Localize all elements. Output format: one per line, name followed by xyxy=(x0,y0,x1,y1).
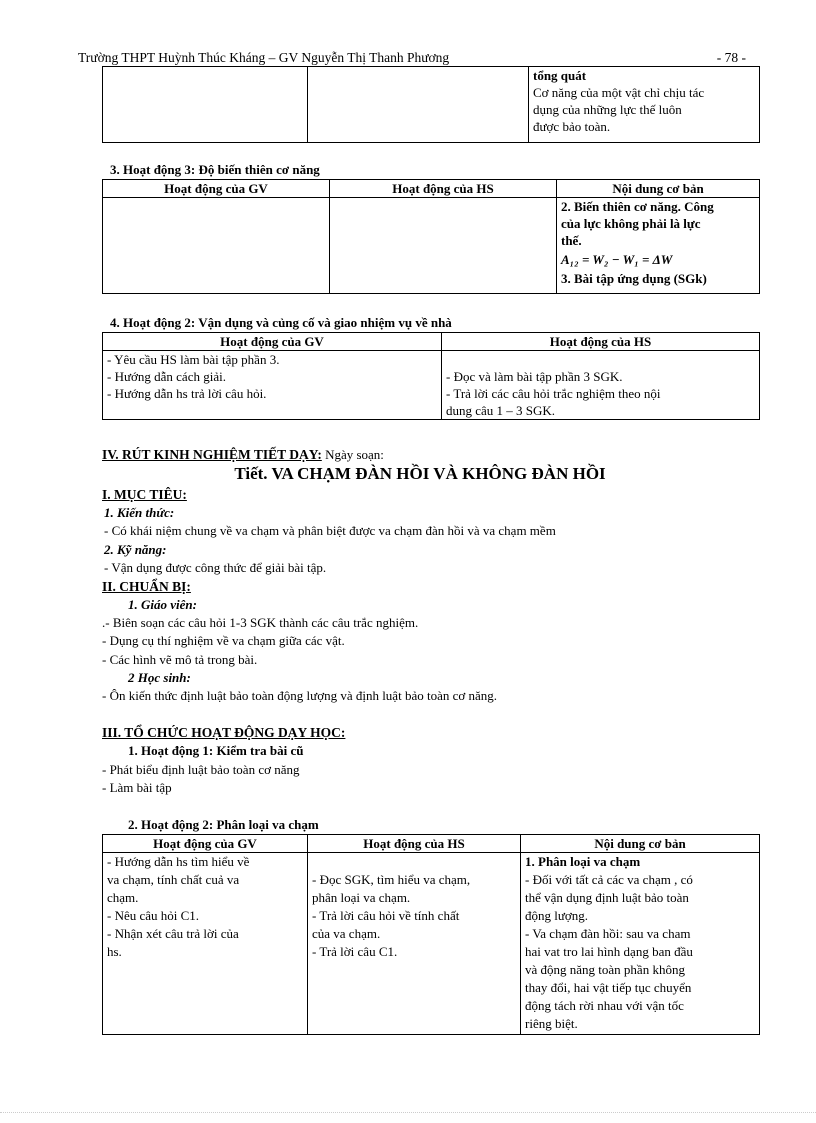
hd4-table xyxy=(102,332,760,420)
teacher-item: - Các hình vẽ mô tả trong bài. xyxy=(102,652,258,667)
knowledge-heading: 1. Kiến thức: xyxy=(104,505,175,520)
hd2-nd-line: và động năng toàn phần không xyxy=(525,962,685,977)
knowledge-item: - Có khái niệm chung về va chạm và phân biệt được va chạm đàn hồi và va chạm mềm xyxy=(104,523,556,538)
top-col3-line: dụng của những lực thế luôn xyxy=(533,102,682,117)
section3-label: III. TỔ CHỨC HOẠT ĐỘNG DẠY HỌC: xyxy=(102,725,346,740)
hd2-table xyxy=(102,834,760,1035)
hd2-nd-line: động lượng. xyxy=(525,908,589,923)
hd2-gv-line: hs. xyxy=(107,944,122,959)
hd2-header-gv: Hoạt động của GV xyxy=(103,835,308,853)
hd3-nd-line: của lực không phải là lực xyxy=(561,216,701,231)
hd2-nd-line: động tách rời nhau với vận tốc xyxy=(525,998,684,1013)
hd1-item: - Phát biểu định luật bảo toàn cơ năng xyxy=(102,762,300,777)
top-table-col1 xyxy=(103,67,308,143)
hd2-gv-line: va chạm, tính chất cuả va xyxy=(107,872,240,887)
page-bottom-divider xyxy=(0,1112,816,1113)
hd2-nd-line: thay đổi, hai vật tiếp tục chuyển xyxy=(525,980,692,995)
skills-heading: 2. Kỹ năng: xyxy=(104,542,167,557)
hd4-gv-line: - Hướng dẫn hs trả lời câu hỏi. xyxy=(107,386,267,401)
header-school: Trường THPT Huỳnh Thúc Kháng – GV Nguyễn Thị Thanh Phương xyxy=(78,50,450,65)
hd2-gv-cell xyxy=(103,853,308,1035)
lesson-title: Tiết. VA CHẠM ĐÀN HỒI VÀ KHÔNG ĐÀN HỒI xyxy=(234,464,606,483)
hd2-hs-line: - Trả lời câu C1. xyxy=(312,944,398,959)
hd4-hs-line: dung câu 1 – 3 SGK. xyxy=(446,403,556,418)
hd2-hs-cell xyxy=(308,853,521,1035)
hd4-header-hs: Hoạt động của HS xyxy=(442,333,760,351)
hd2-nd-line: riêng biệt. xyxy=(525,1016,578,1031)
hd3-heading: 3. Hoạt động 3: Độ biến thiên cơ năng xyxy=(110,162,320,177)
hd1-heading: 1. Hoạt động 1: Kiểm tra bài cũ xyxy=(128,743,304,758)
hd3-nd-cell xyxy=(557,198,760,294)
hd4-hs-cell xyxy=(442,351,760,420)
hd3-nd-footer: 3. Bài tập ứng dụng (SGk) xyxy=(561,271,707,286)
hd4-gv-line: - Yêu cầu HS làm bài tập phần 3. xyxy=(107,352,280,367)
hd3-header-hs: Hoạt động của HS xyxy=(330,180,557,198)
teacher-item: .- Biên soạn các câu hỏi 1-3 SGK thành các câu trắc nghiệm. xyxy=(102,615,419,630)
page-header xyxy=(78,50,746,66)
top-table-col3 xyxy=(529,67,760,143)
page-number: - 78 - xyxy=(716,50,746,65)
student-item: - Ôn kiến thức định luật bảo toàn động lượng và định luật bảo toàn cơ năng. xyxy=(102,688,498,703)
hd1-item: - Làm bài tập xyxy=(102,780,172,795)
hd4-heading: 4. Hoạt động 2: Vận dụng và củng cố và giao nhiệm vụ về nhà xyxy=(110,315,452,330)
hd2-gv-line: - Hướng dẫn hs tìm hiểu về xyxy=(107,854,250,869)
hd2-nd-line: thể vận dụng định luật bảo toàn xyxy=(525,890,689,905)
top-table-col2 xyxy=(308,67,529,143)
hd3-hs-cell xyxy=(330,198,557,294)
hd2-nd-cell xyxy=(521,853,760,1035)
hd2-header-nd: Nội dung cơ bản xyxy=(521,835,760,853)
hd2-gv-line: chạm. xyxy=(107,890,139,905)
hd3-formula: A₁₂ = W₂ − W₁ = ΔW xyxy=(561,252,673,267)
skills-item: - Vận dụng được công thức để giải bài tập. xyxy=(104,560,327,575)
hd2-nd-title: 1. Phân loại va chạm xyxy=(525,854,641,869)
section1-label: I. MỤC TIÊU: xyxy=(102,487,187,502)
hd4-hs-line: - Đọc và làm bài tập phần 3 SGK. xyxy=(446,369,623,384)
section4-after: Ngày soạn: xyxy=(321,447,384,462)
hd3-nd-line: thế. xyxy=(561,233,582,248)
top-col3-line: Cơ năng của một vật chỉ chịu tác xyxy=(533,85,705,100)
student-heading: 2 Học sinh: xyxy=(128,670,191,685)
hd4-gv-line: - Hướng dẫn cách giải. xyxy=(107,369,226,384)
hd3-table xyxy=(102,179,760,294)
hd2-hs-line: - Đọc SGK, tìm hiểu va chạm, xyxy=(312,872,471,887)
hd2-nd-line: hai vat tro lai hình dạng ban đầu xyxy=(525,944,693,959)
hd4-gv-cell xyxy=(103,351,442,420)
hd4-header-gv: Hoạt động của GV xyxy=(103,333,442,351)
hd2-hs-line: của va chạm. xyxy=(312,926,381,941)
hd4-hs-line: - Trả lời các câu hỏi trắc nghiệm theo nội xyxy=(446,386,661,401)
hd3-header-nd: Nội dung cơ bản xyxy=(557,180,760,198)
section4-label: IV. RÚT KINH NGHIỆM TIẾT DẠY: xyxy=(102,447,322,462)
hd2-nd-line: - Đối với tất cả các va chạm , có xyxy=(525,872,693,887)
hd3-nd-line: 2. Biến thiên cơ năng. Công xyxy=(561,199,714,214)
section4-line xyxy=(102,446,384,464)
hd2-gv-line: - Nêu câu hỏi C1. xyxy=(107,908,200,923)
hd2-nd-line: - Va chạm đàn hồi: sau va cham xyxy=(525,926,691,941)
hd2-hs-line: - Trả lời câu hỏi về tính chất xyxy=(312,908,460,923)
hd2-heading: 2. Hoạt động 2: Phân loại va chạm xyxy=(128,817,319,832)
hd3-header-gv: Hoạt động của GV xyxy=(103,180,330,198)
hd3-gv-cell xyxy=(103,198,330,294)
section2-label: II. CHUẨN BỊ: xyxy=(102,579,191,594)
teacher-item: - Dụng cụ thí nghiệm về va chạm giữa các vật. xyxy=(102,633,345,648)
teacher-heading: 1. Giáo viên: xyxy=(128,597,197,612)
hd2-header-hs: Hoạt động của HS xyxy=(308,835,521,853)
hd2-hs-line: phân loại va chạm. xyxy=(312,890,411,905)
hd2-gv-line: - Nhận xét câu trả lời của xyxy=(107,926,239,941)
top-table xyxy=(102,66,760,143)
top-col3-line: tổng quát xyxy=(533,68,587,83)
top-col3-line: được bảo toàn. xyxy=(533,119,611,134)
